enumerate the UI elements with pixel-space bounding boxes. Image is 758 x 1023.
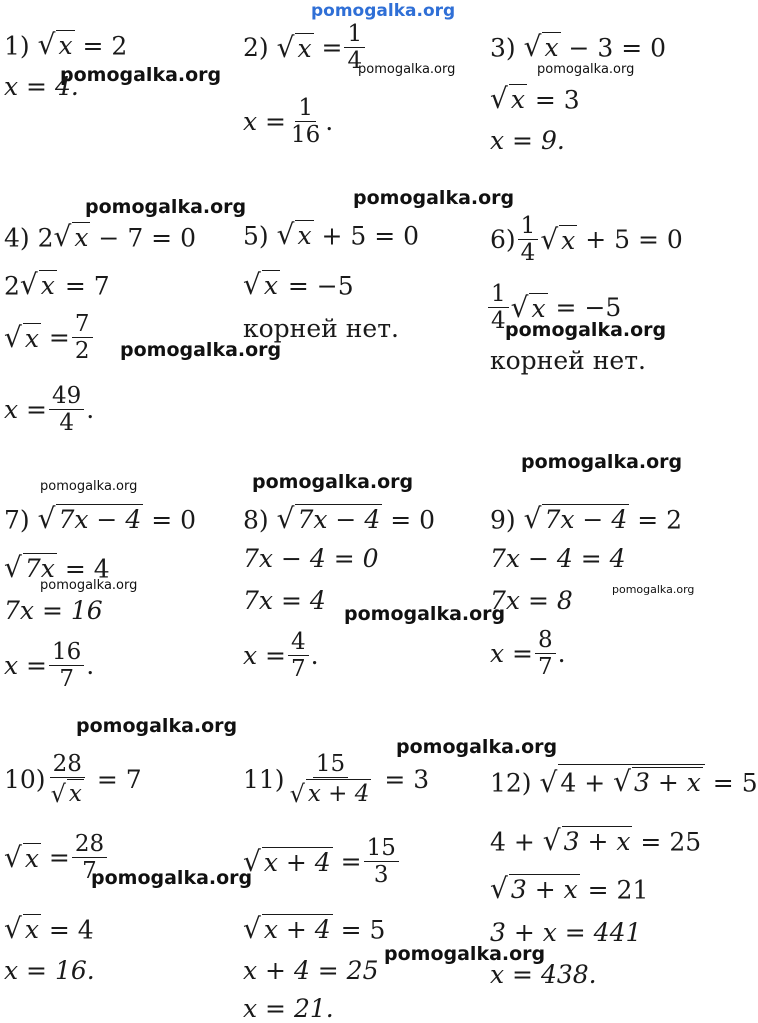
p7-equation: 7) √ 7x − 4 = 0: [4, 502, 196, 536]
watermark: pomogalka.org: [396, 736, 558, 758]
p9-step: 7x = 8: [490, 586, 573, 615]
watermark: pomogalka.org: [353, 187, 515, 209]
p5-step: √ x = −5: [243, 268, 354, 302]
p4-equation: 4) 2 √ x − 7 = 0: [4, 220, 196, 254]
fraction: $\frac{4}{7}$: [288, 630, 309, 681]
p1-equation: 1) √ x = 2: [4, 28, 128, 62]
p10-step: √ x = $\frac{28}{7}$: [4, 832, 109, 883]
p7-step: x = $\frac{16}{7}$ .: [4, 639, 95, 693]
p4-step: x = $\frac{49}{4}$ .: [4, 383, 95, 437]
p4-step: √ x = $\frac{7}{2}$: [4, 312, 95, 363]
radical: √ x: [4, 841, 39, 875]
watermark: pomogalka.org: [612, 583, 695, 596]
watermark: pomogalka.org: [40, 479, 138, 494]
p9-step: 7x − 4 = 4: [490, 544, 626, 573]
p11-step: x = 21.: [243, 994, 334, 1023]
p11-step: √ x + 4 = $\frac{15}{3}$: [243, 836, 401, 887]
p3-equation: 3) √ x − 3 = 0: [490, 30, 667, 64]
p9-step: x = $\frac{8}{7}$ .: [490, 627, 566, 681]
fraction: $\frac{8}{7}$: [535, 628, 556, 679]
p12-equation: 12) √ 4 + √ 3 + x = 5: [490, 765, 758, 799]
radical: √ x: [490, 82, 525, 116]
p12-step: 3 + x = 441: [490, 918, 642, 947]
p10-equation: 10) 28 √ x = 7: [4, 751, 142, 809]
watermark: pomogalka.org: [384, 943, 546, 965]
p6-equation: 6) 1 4 √ x + 5 = 0: [490, 213, 683, 267]
fraction: $\frac{15}{3}$: [364, 836, 399, 887]
watermark: pomogalka.org: [252, 471, 414, 493]
watermark: pomogalka.org: [91, 867, 253, 889]
radical: √ x + 4: [289, 780, 370, 809]
p3-step: x = 9.: [490, 126, 565, 155]
p5-equation: 5) √ x + 5 = 0: [243, 218, 420, 252]
fraction: $\frac{1}{16}$: [291, 95, 321, 149]
p2-step: x = $\frac{1}{16}$ .: [243, 95, 334, 149]
p1-step: x = 4.: [4, 72, 79, 101]
radical: √ x: [510, 291, 546, 325]
radical: √ x: [276, 31, 312, 65]
radical: √ x: [53, 220, 89, 254]
radical: √ x + 4: [243, 912, 331, 946]
p12-step: 4 + √ 3 + x = 25: [490, 824, 702, 858]
p8-step: 7x − 4 = 0: [243, 544, 379, 573]
fraction: 15 √ x + 4: [289, 751, 370, 809]
fraction: $\frac{16}{7}$: [49, 640, 84, 691]
radical: √ x: [276, 218, 312, 252]
radical: √ x: [19, 268, 55, 302]
p11-equation: 11) 15 √ x + 4 = 3: [243, 751, 430, 809]
radical: √ x: [50, 780, 82, 809]
fraction: 28 √ x: [48, 752, 87, 807]
watermark: pomogalka.org: [521, 451, 683, 473]
radical: √ x: [4, 912, 39, 946]
p10-step: x = 16.: [4, 956, 95, 985]
p10-step: √ x = 4: [4, 912, 94, 946]
p9-equation: 9) √ 7x − 4 = 2: [490, 502, 682, 536]
watermark: pomogalka.org: [60, 64, 222, 86]
p12-step: √ 3 + x = 21: [490, 872, 649, 906]
watermark: pomogalka.org: [505, 319, 667, 341]
radical: √ x: [523, 30, 559, 64]
p12-step: x = 438.: [490, 960, 597, 989]
fraction: $\frac{49}{4}$: [49, 384, 84, 435]
watermark: pomogalka.org: [40, 578, 138, 593]
radical: √ 7x − 4: [523, 502, 628, 536]
p8-equation: 8) √ 7x − 4 = 0: [243, 502, 435, 536]
p6-step: корней нет.: [490, 346, 646, 375]
p3-step: √ x = 3: [490, 82, 580, 116]
fraction: $\frac{1}{4}$: [344, 22, 365, 73]
radical: √ x: [4, 321, 39, 355]
watermark: pomogalka.org: [120, 339, 282, 361]
watermark: pomogalka.org: [344, 603, 506, 625]
p11-step: √ x + 4 = 5: [243, 912, 386, 946]
watermark: pomogalka.org: [358, 62, 456, 77]
radical: √ 4 + √ 3 + x: [540, 764, 705, 797]
radical: √ 3 + x: [542, 824, 631, 858]
fraction: 1 4: [518, 214, 539, 265]
radical: √ 3 + x: [490, 872, 578, 906]
radical: √ 7x − 4: [276, 502, 381, 536]
radical: √ 7x − 4: [37, 502, 142, 536]
p4-step: 2 √ x = 7: [4, 268, 110, 302]
p7-step: 7x = 16: [4, 596, 103, 625]
watermark: pomogalka.org: [537, 62, 635, 77]
radical: √ x + 4: [243, 845, 331, 879]
radical: √ 3 + x: [613, 765, 701, 799]
watermark: pomogalka.org: [76, 715, 238, 737]
watermark: pomogalka.org: [85, 196, 247, 218]
radical: √ 7x: [4, 551, 55, 585]
watermark-top: pomogalka.org: [311, 1, 456, 21]
p5-step: корней нет.: [243, 314, 399, 343]
p11-step: x + 4 = 25: [243, 956, 379, 985]
radical: √ x: [540, 223, 576, 257]
p7-step: √ 7x = 4: [4, 551, 110, 585]
fraction: $\frac{28}{7}$: [72, 832, 107, 883]
p8-step: x = $\frac{4}{7}$ .: [243, 629, 319, 683]
radical: √ x: [243, 268, 278, 302]
p2-equation: 2) √ x = $\frac{1}{4}$: [243, 22, 367, 73]
p6-step: 1 4 √ x = −5: [486, 282, 621, 333]
p8-step: 7x = 4: [243, 586, 326, 615]
fraction: $\frac{7}{2}$: [72, 312, 93, 363]
radical: √ x: [37, 28, 73, 62]
fraction: 1 4: [488, 282, 509, 333]
